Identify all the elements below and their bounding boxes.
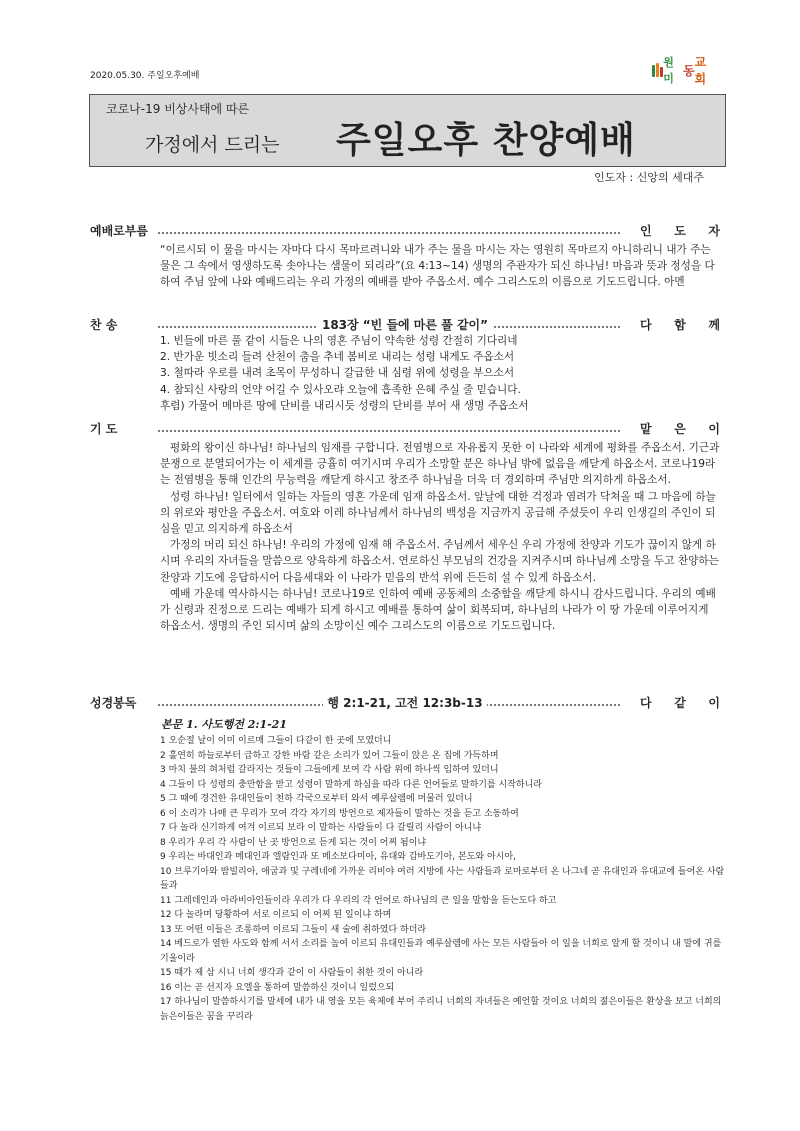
section-role: 다 함 께 — [640, 318, 720, 332]
section-label: 예배로부름 — [90, 224, 148, 238]
dotted-leader — [158, 430, 620, 432]
verse: 16 이는 곧 선지자 요엘을 통하여 말씀하신 것이니 일렀으되 — [160, 982, 395, 993]
logo-text-3: 교회 — [694, 55, 707, 86]
verse: 17 하나님이 말씀하시기를 말세에 내가 내 영을 모든 육체에 부어 주리니 너희의 자녀들은 예언할 것이요 너희의 젊은이들은 환상을 보고 너희의 늙은이들은 꿈을 꾸리라 — [160, 997, 722, 1022]
prayer-paragraph: 평화의 왕이신 하나님! 하나님의 임재를 구합니다. 전염병으로 자유롭지 못한 이 나라와 세계에 평화를 주옵소서. 기근과 분쟁으로 분열되어가는 이 세계를 긍휼히 여기시며 우리가 소망할 분은 하나님 밖에 없음을 깨닫게 하옵소서. 코로나19라는 전염병을 통해 인간의 무능력을 깨닫게 하시고 창조주 하나님을 더욱 더 경외하며 주님만 의지하게 하옵소서. — [160, 442, 720, 487]
section-label: 기 도 — [90, 422, 118, 436]
hymn-line: 1. 빈들에 마른 풀 같이 시들은 나의 영혼 주님이 약속한 성령 간절히 기다리네 — [160, 335, 518, 347]
verse: 2 홀연히 하늘로부터 급하고 강한 바람 같은 소리가 있어 그들이 앉은 온 집에 가득하며 — [160, 750, 499, 761]
logo-icon — [652, 63, 661, 77]
verse: 3 마치 불의 혀처럼 갈라지는 것들이 그들에게 보여 각 사람 위에 하나씩 임하여 있더니 — [160, 765, 499, 775]
verse: 8 우리가 우리 각 사람이 난 곳 방언으로 듣게 되는 것이 어찌 됨이냐 — [160, 837, 427, 848]
church-logo — [652, 55, 716, 86]
section-prayer-header — [90, 420, 720, 438]
verse: 1 오순절 날이 이미 이르매 그들이 다같이 한 곳에 모였더니 — [160, 736, 392, 746]
dotted-leader — [158, 232, 620, 234]
title-subtitle: 코로나-19 비상사태에 따른 — [106, 102, 250, 116]
hymn-line: 3. 철따라 우로를 내려 초목이 무성하니 갈급한 내 심령 위에 성령을 부으소서 — [160, 367, 515, 380]
section-role: 맡 은 이 — [640, 422, 720, 436]
hymn-lyrics — [160, 333, 720, 414]
section-role: 다 같 이 — [640, 696, 720, 710]
call-text: “이르시되 이 물을 마시는 자마다 다시 목마르려니와 내가 주는 물을 마시는 자는 영원히 목마르지 아니하리니 내가 주는 물은 그 속에서 영생하도록 솟아나는 샘물이 되리라”(요 4:13~14) 생명의 주관자가 되신 하나님! 마음과 뜻과 정성을 다하여 주님 앞에 나와 예배드리는 우리 가정의 예배를 받아 주옵소서. 예수 그리스도의 이름으로 기도드립니다. 아멘 — [160, 244, 715, 289]
verse: 13 또 어떤 이들은 조롱하여 이르되 그들이 새 술에 취하였다 하더라 — [160, 924, 427, 935]
logo-text-2: 동 — [682, 63, 695, 78]
reading-heading: 본문 1. 사도행전 2:1-21 — [161, 718, 287, 731]
section-label: 찬 송 — [90, 318, 118, 332]
verse: 4 그들이 다 성령의 충만함을 받고 성령이 말하게 하심을 따라 다른 언어들로 말하기를 시작하니라 — [160, 779, 542, 790]
hymn-line: 4. 참되신 사랑의 언약 어길 수 있사오랴 오늘에 흡족한 은혜 주실 줄 믿습니다. — [160, 383, 521, 396]
hymn-line: 후렴) 가물어 메마른 땅에 단비를 내리시듯 성령의 단비를 부어 새 생명 주옵소서 — [160, 399, 529, 412]
verse: 12 다 놀라며 당황하여 서로 이르되 이 어찌 된 일이냐 하며 — [160, 910, 392, 920]
verse: 11 그레데인과 아라비아인들이라 우리가 다 우리의 각 언어로 하나님의 큰 일을 말함을 듣는도다 하고 — [160, 895, 557, 906]
prayer-paragraph: 예배 가운데 역사하시는 하나님! 코로나19로 인하여 예배 공동체의 소중함을 깨닫게 하시니 감사드립니다. 우리의 예배가 신령과 진정으로 드리는 예배가 되게 하시고 예배를 통하여 삶이 회복되며, 하나님의 나라가 이 땅 가운데 이루어지게 하옵소서. 생명의 주인 되시며 삶의 소망이신 예수 그리스도의 이름으로 기도드립니다. — [160, 587, 716, 633]
verse: 14 베드로가 열한 사도와 함께 서서 소리를 높여 이르되 유대인들과 예루살렘에 사는 모든 사람들아 이 일을 너희로 알게 할 것이니 내 말에 귀를 기울이라 — [160, 939, 722, 964]
section-reading-header — [90, 694, 720, 712]
date-label: 2020.05.30. 주일오후예배 — [90, 71, 200, 81]
leader-label: 인도자 : 신앙의 세대주 — [594, 171, 704, 184]
hymn-line: 2. 반가운 빗소리 들려 산천이 춤을 추네 봄비로 내리는 성령 내게도 주옵소서 — [160, 351, 515, 364]
hymn-title: 183장 “빈 들에 마른 풀 같이” — [318, 318, 492, 332]
verse: 6 이 소리가 나매 큰 무리가 모여 각각 자기의 방언으로 제자들이 말하는 것을 듣고 소동하여 — [160, 808, 519, 819]
prayer-paragraph: 성령 하나님! 일터에서 일하는 자들의 영혼 가운데 임재 하옵소서. 앞날에 대한 걱정과 염려가 닥쳐올 때 그 마음에 하늘의 위로와 평안을 주옵소서. 여호와 이레 하나님께서 하나님의 백성을 지금까지 공급해 주셨듯이 우리 인생길의 주인이 되심을 믿고 의지하게 하옵소서 — [160, 490, 716, 536]
page-title: 주일오후 찬양예배 — [336, 120, 636, 161]
verse: 9 우리는 바대인과 메대인과 엘람인과 또 메소보다미아, 유대와 갑바도기아, 본도와 아시아, — [160, 852, 516, 862]
logo-text-1: 원미 — [663, 56, 674, 85]
verse: 5 그 때에 경건한 유대인들이 천하 각국으로부터 와서 예루살렘에 머물러 있더니 — [160, 794, 473, 804]
verse: 10 브루기아와 밤빌리아, 애굽과 및 구레네에 가까운 리비야 여러 지방에 사는 사람들과 로마로부터 온 나그네 곧 유대인과 유대교에 들어온 사람들과 — [160, 866, 725, 891]
prayer-paragraph: 가정의 머리 되신 하나님! 우리의 가정에 임재 해 주옵소서. 주님께서 세우신 우리 가정에 찬양과 기도가 끊이지 않게 하시며 우리의 자녀들을 말씀으로 양육하게 하옵소서. 연로하신 부모님의 건강을 지켜주시며 하나님께 소망을 두고 찬양하는 찬양과 기도에 응답하시어 다음세대와 이 나라가 믿음의 반석 위에 든든히 설 수 있게 하옵소서. — [160, 539, 719, 584]
reading-title: 행 2:1-21, 고전 12:3b-13 — [323, 696, 486, 710]
title-small: 가정에서 드리는 — [145, 134, 280, 156]
prayer-text — [160, 440, 722, 634]
verse: 7 다 놀라 신기하게 여겨 이르되 보라 이 말하는 사람들이 다 갈릴리 사람이 아니냐 — [160, 823, 482, 833]
section-call-header — [90, 222, 720, 240]
verse: 15 때가 제 삼 시니 너희 생각과 같이 이 사람들이 취한 것이 아니라 — [160, 968, 424, 978]
section-role: 인 도 자 — [640, 224, 720, 238]
verse-list — [160, 734, 725, 1024]
section-label: 성경봉독 — [90, 696, 137, 710]
section-hymn-header — [90, 316, 720, 334]
